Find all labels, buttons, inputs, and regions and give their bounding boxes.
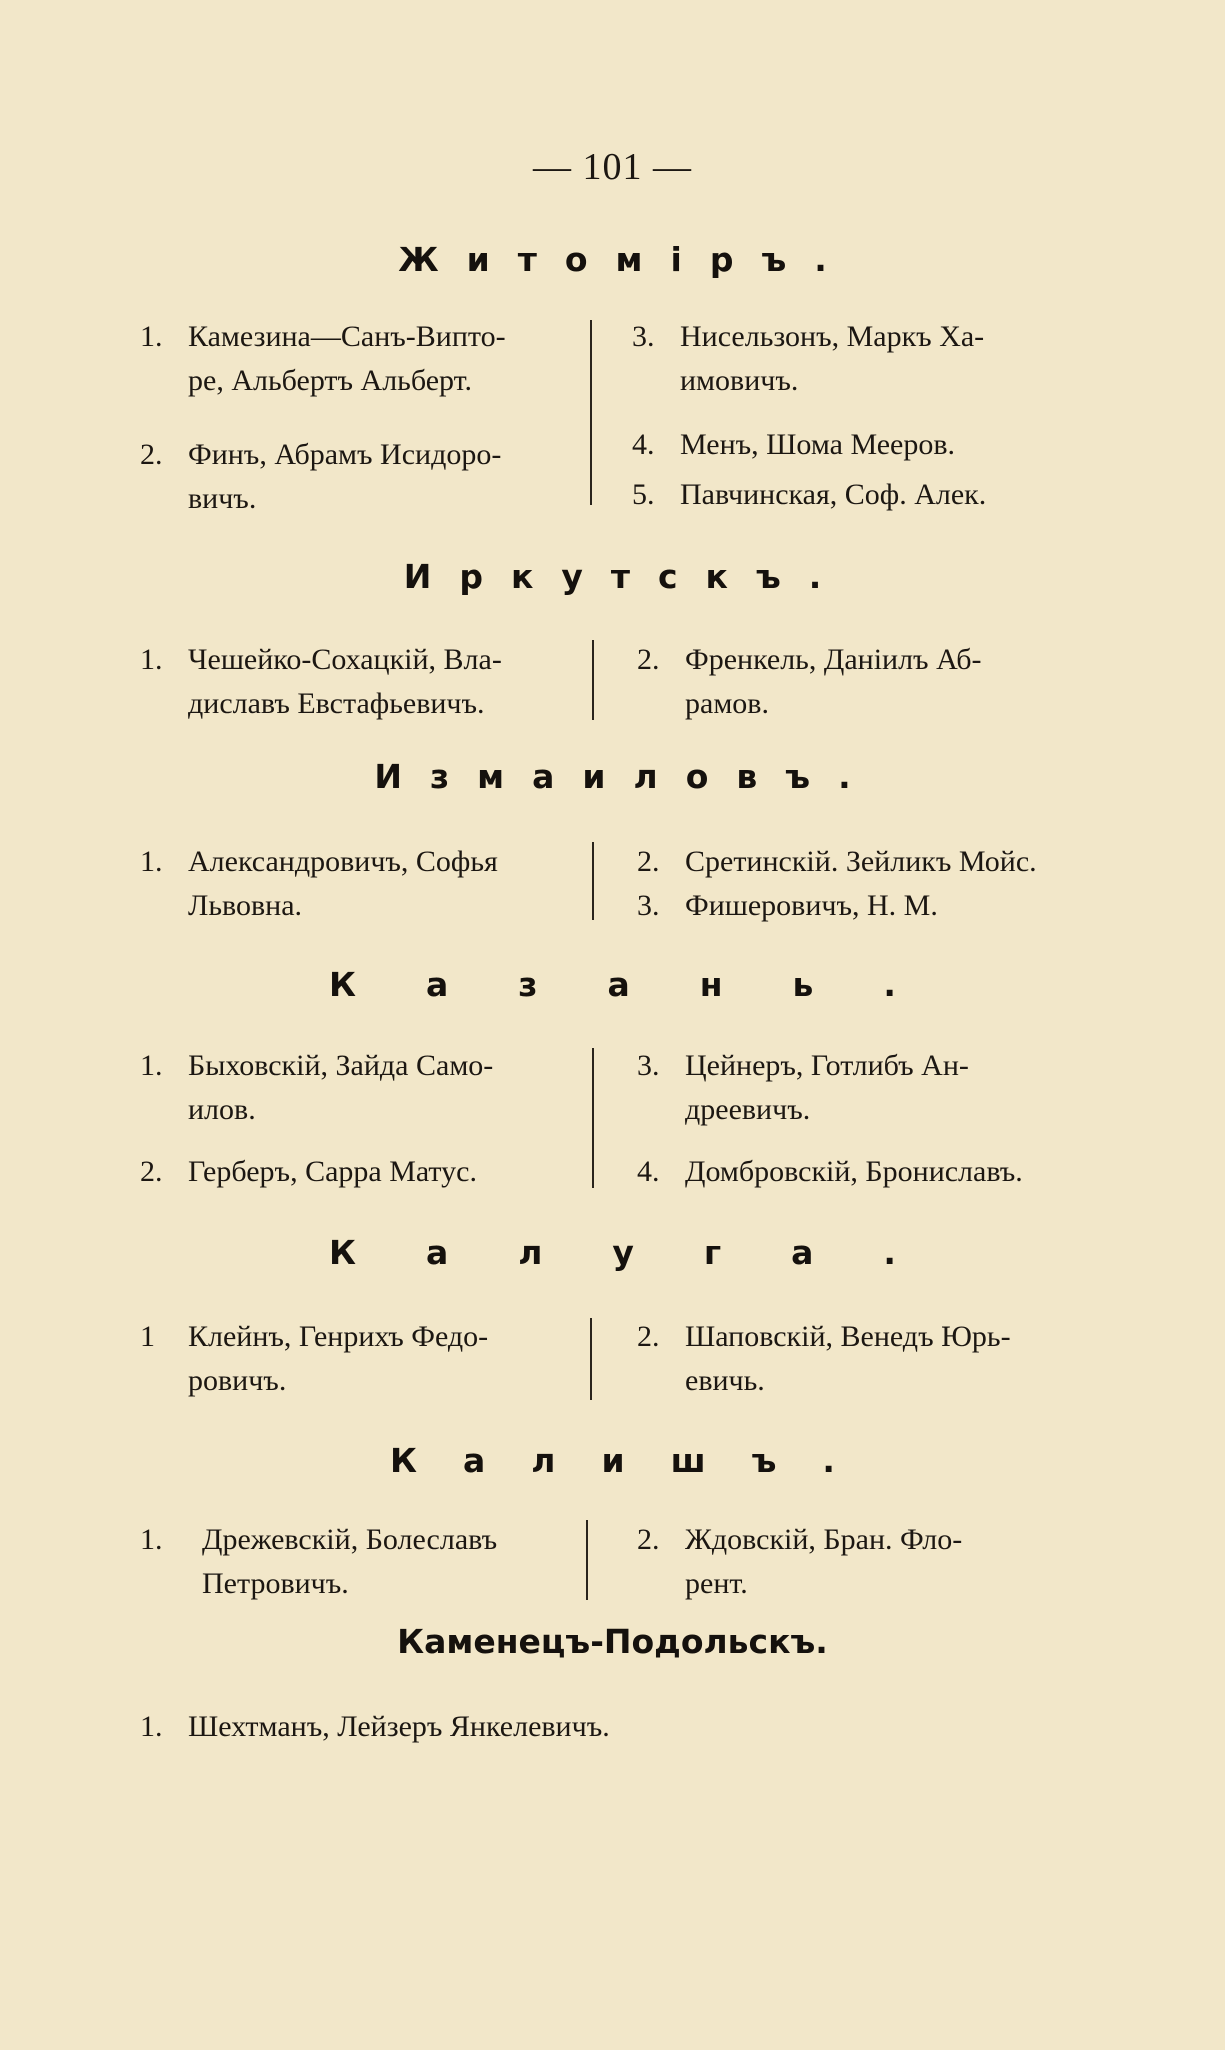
item-number: 1. bbox=[140, 320, 163, 353]
item-line: Александровичъ, Софья bbox=[188, 845, 498, 878]
column-divider bbox=[590, 320, 592, 505]
item-line: Менъ, Шома Мееров. bbox=[680, 428, 956, 461]
city-heading-zhitomir: Житомiръ. bbox=[398, 240, 855, 279]
item-line: вичъ. bbox=[188, 482, 257, 515]
item-line: дреевичъ. bbox=[685, 1093, 811, 1126]
item-number: 5. bbox=[632, 478, 655, 511]
column-divider bbox=[586, 1520, 588, 1600]
item-line: Петровичъ. bbox=[202, 1567, 349, 1600]
city-heading-izmailov: Измаиловъ. bbox=[374, 757, 879, 796]
item-number: 1. bbox=[140, 1710, 163, 1743]
item-line: Клейнъ, Генрихъ Федо- bbox=[188, 1320, 489, 1353]
item-number: 3. bbox=[637, 1049, 660, 1082]
item-line: Финъ, Абрамъ Исидоро- bbox=[188, 438, 502, 471]
item-line: Фишеровичъ, Н. М. bbox=[685, 889, 938, 922]
item-line: рамов. bbox=[685, 687, 769, 720]
item-number: 2. bbox=[140, 1155, 163, 1188]
item-line: Чешейко-Сохацкiй, Вла- bbox=[188, 643, 502, 676]
item-line: илов. bbox=[188, 1093, 256, 1126]
item-line: Френкель, Данiилъ Аб- bbox=[685, 643, 982, 676]
item-number: 1. bbox=[140, 1049, 163, 1082]
city-heading-kaluga: Калуга. bbox=[329, 1233, 966, 1272]
column-divider bbox=[592, 1048, 594, 1188]
item-number: 2. bbox=[140, 438, 163, 471]
column-divider bbox=[592, 842, 594, 920]
item-line: Шехтманъ, Лейзеръ Янкелевичъ. bbox=[188, 1710, 610, 1743]
item-number: 4. bbox=[637, 1155, 660, 1188]
column-divider bbox=[590, 1318, 592, 1400]
page-number: — 101 — bbox=[533, 146, 692, 188]
city-heading-kamenets-podolsk: Каменецъ-Подольскъ. bbox=[397, 1622, 828, 1661]
city-heading-irkutsk: Иркутскъ. bbox=[403, 557, 850, 596]
item-line: Цейнеръ, Готлибъ Ан- bbox=[685, 1049, 969, 1082]
item-number: 1. bbox=[140, 845, 163, 878]
item-line: евичь. bbox=[685, 1364, 765, 1397]
item-line: Домбровскiй, Брониславъ. bbox=[685, 1155, 1023, 1188]
item-line: диславъ Евстафьевичъ. bbox=[188, 687, 485, 720]
item-number: 3. bbox=[632, 320, 655, 353]
item-line: ре, Альбертъ Альберт. bbox=[188, 364, 473, 397]
item-line: Павчинская, Соф. Алек. bbox=[680, 478, 987, 511]
item-number: 1. bbox=[140, 1523, 163, 1556]
item-number: 2. bbox=[637, 1320, 660, 1353]
item-line: имовичъ. bbox=[680, 364, 799, 397]
item-line: Дрежевскiй, Болеславъ bbox=[202, 1523, 498, 1556]
column-divider bbox=[592, 640, 594, 720]
city-heading-kalish: Калишъ. bbox=[390, 1441, 881, 1480]
item-number: 2. bbox=[637, 845, 660, 878]
item-line: Шаповскiй, Венедъ Юрь- bbox=[685, 1320, 1011, 1353]
item-line: Нисельзонъ, Маркъ Ха- bbox=[680, 320, 985, 353]
item-line: Камезина—Санъ-Випто- bbox=[188, 320, 506, 353]
item-line: ровичъ. bbox=[188, 1364, 287, 1397]
item-number: 4. bbox=[632, 428, 655, 461]
item-line: Ждовскiй, Бран. Фло- bbox=[685, 1523, 963, 1556]
item-line: Быховскiй, Зайда Само- bbox=[188, 1049, 494, 1082]
item-line: Сретинскiй. Зейликъ Мойс. bbox=[685, 845, 1037, 878]
item-number: 3. bbox=[637, 889, 660, 922]
item-line: Герберъ, Сарра Матус. bbox=[188, 1155, 477, 1188]
city-heading-kazan: Казань. bbox=[329, 965, 966, 1004]
item-number: 2. bbox=[637, 643, 660, 676]
item-number: 1. bbox=[140, 643, 163, 676]
item-number: 1 bbox=[140, 1320, 155, 1353]
item-number: 2. bbox=[637, 1523, 660, 1556]
item-line: Львовна. bbox=[188, 889, 303, 922]
item-line: рент. bbox=[685, 1567, 748, 1600]
